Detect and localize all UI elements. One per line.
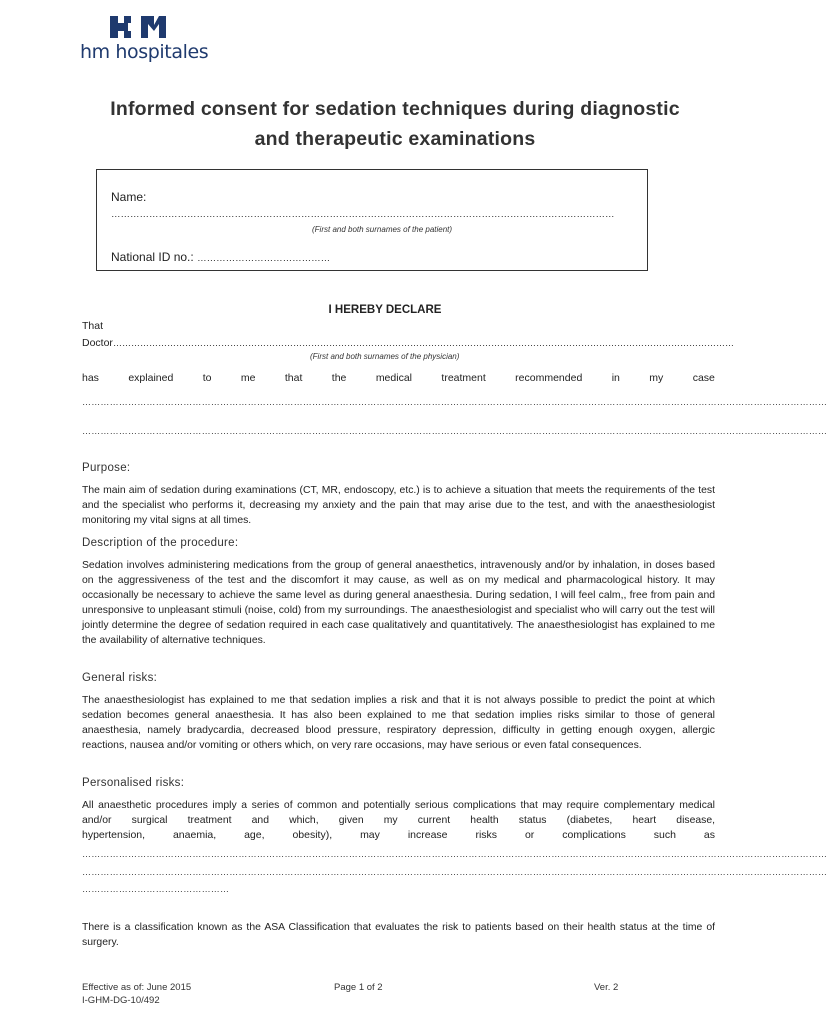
general-risks-heading: General risks: xyxy=(82,672,158,684)
word: hypertension, xyxy=(82,829,146,841)
hm-hospitales-logo xyxy=(80,16,210,62)
footer-code: I-GHM-DG-10/492 xyxy=(82,995,160,1006)
patient-info-box xyxy=(96,169,648,271)
footer-page: Page 1 of 2 xyxy=(334,982,383,993)
word: in xyxy=(611,372,620,384)
word: increase xyxy=(407,829,448,841)
doctor-field[interactable]: ……………………………………………………………………………………………………………………………………………………………………………………… xyxy=(112,338,734,348)
purpose-heading: Purpose: xyxy=(82,462,131,474)
word: medical xyxy=(375,372,412,384)
word: that xyxy=(284,372,303,384)
hm-logo-icon xyxy=(110,16,166,38)
national-id-field[interactable]: …………………………………… xyxy=(197,253,331,264)
word: has xyxy=(82,372,99,384)
title-line-2: and therapeutic examinations xyxy=(254,128,536,150)
doctor-caption: (First and both surnames of the physician) xyxy=(310,352,460,361)
word: case xyxy=(692,372,715,384)
patient-name-field[interactable]: …………………………………………………………………………………………………………………………………………… xyxy=(111,209,615,220)
word: my xyxy=(649,372,664,384)
word: me xyxy=(240,372,256,384)
general-risks-text: The anaesthesiologist has explained to me that sedation implies a risk and that it is not always possible to predict the point at which sedation becomes general anaesthesia. It has also been explained to me that sedation implies risks similar to those of general anaesthesia, namely bradycardia, decreased blood pressure, respiratory depression, difficulty in getting enough oxygen, allergic reactions, nausea and/or vomiting or others which, on very rare occasions, may have serious or even fatal consequences. xyxy=(82,695,715,751)
personalised-last-line xyxy=(82,829,715,841)
personalised-risks-field-1[interactable]: ……………………………………………………………………………………………………………………………………………………………………………………………………………………… xyxy=(82,849,827,859)
explained-line xyxy=(82,372,715,384)
description-text: Sedation involves administering medications from the group of general anaesthetics, intravenously and/or by inhalation, in doses based on the aggressiveness of the test and the discomfort it may cause, as well as on my medical and pharmacological history. It may occasionally be necessary to achieve the same level as during general anaesthesia. During sedation, I will feel calm,, free from pain and unresponsive to unpleasant stimuli (noise, cold) from my surroundings. The anaesthesiologist and specialist who will carry out the test will jointly determine the degree of sedation required in each case qualitatively and quantitatively. The anaesthesiologist has explained to me the availability of alternative techniques. xyxy=(82,560,715,646)
word: may xyxy=(360,829,380,841)
word: recommended xyxy=(515,372,583,384)
patient-name-caption: (First and both surnames of the patient) xyxy=(312,225,453,234)
word: anaemia, xyxy=(172,829,217,841)
declare-heading: I HEREBY DECLARE xyxy=(328,304,442,316)
logo-text: hm hospitales xyxy=(80,41,209,63)
that-label: That xyxy=(82,320,104,332)
word: to xyxy=(202,372,212,384)
footer-effective: Effective as of: June 2015 xyxy=(82,982,192,993)
treatment-field-1[interactable]: ……………………………………………………………………………………………………………………………………………………………………………………………………………………… xyxy=(82,397,827,407)
word: or xyxy=(524,829,535,841)
personalised-risks-text: All anaesthetic procedures imply a series of common and potentially serious complications that may require complementary medical and/or surgical treatment and which, given my current health status (diabetes, heart disease, xyxy=(82,800,715,826)
national-id-row xyxy=(111,250,330,264)
word: such xyxy=(653,829,676,841)
purpose-text: The main aim of sedation during examinations (CT, MR, endoscopy, etc.) is to achieve a situation that meets the requirements of the test and the specialist who performs it, decreasing my anxiety and the pain that may arise due to the test, and with the anaesthesiologist monitoring my vital signs at all times. xyxy=(82,485,715,526)
doctor-row xyxy=(82,337,734,349)
patient-name-label: Name: xyxy=(111,190,147,204)
word: explained xyxy=(128,372,174,384)
personalised-risks-field-3[interactable]: ………………………………………… xyxy=(82,884,230,894)
personalised-risks-field-2[interactable]: ……………………………………………………………………………………………………………………………………………………………………………………………………………………… xyxy=(82,867,827,877)
word: risks xyxy=(475,829,498,841)
personalised-risks-heading: Personalised risks: xyxy=(82,777,185,789)
national-id-label: National ID no.: xyxy=(111,250,194,264)
word: as xyxy=(703,829,715,841)
word: obesity), xyxy=(292,829,333,841)
word: complications xyxy=(562,829,626,841)
word: treatment xyxy=(441,372,486,384)
footer-version: Ver. 2 xyxy=(594,982,619,993)
treatment-field-2[interactable]: ……………………………………………………………………………………………………………………………………………………………………………………………………………………… xyxy=(82,426,827,436)
title-line-1: Informed consent for sedation techniques during diagnostic xyxy=(110,98,680,120)
word: the xyxy=(331,372,347,384)
document-title xyxy=(60,94,730,154)
word: age, xyxy=(244,829,265,841)
doctor-label: Doctor xyxy=(82,337,113,349)
description-heading: Description of the procedure: xyxy=(82,537,239,549)
asa-text: There is a classification known as the ASA Classification that evaluates the risk to patients based on their health status at the time of surgery. xyxy=(82,922,715,948)
